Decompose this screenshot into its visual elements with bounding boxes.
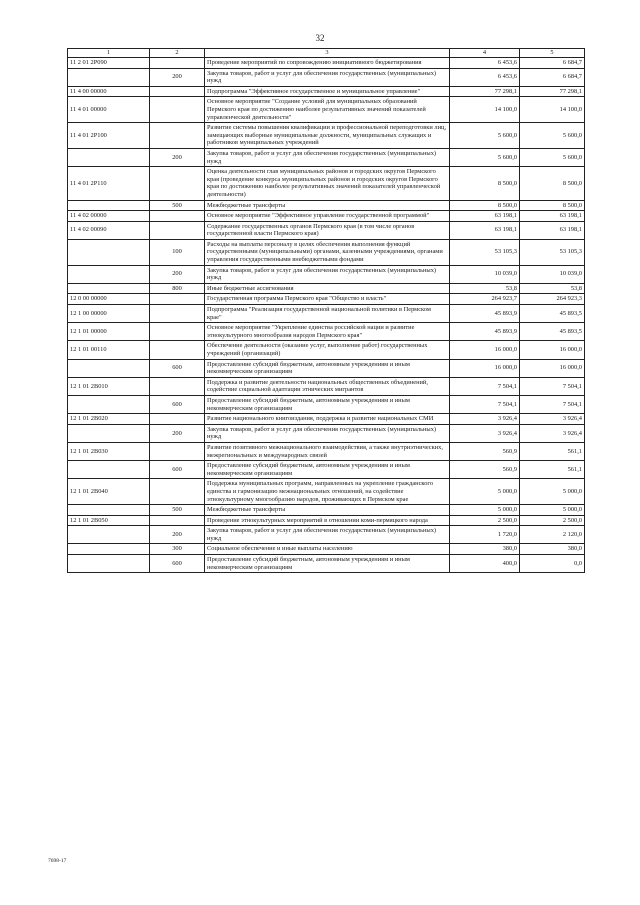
amount-col5-cell: 53,8 [520,283,585,294]
item-name-cell: Проведение мероприятий по сопровождению инициативного бюджетирования [205,58,450,69]
amount-col4-cell: 63 198,1 [450,221,520,239]
expense-type-cell [150,377,205,395]
amount-col4-cell: 5 600,0 [450,148,520,166]
item-name-cell: Развитие позитивного межнационального взаимодействия, а также внутриэтнических, межрегиональных и международных связей [205,442,450,460]
table-row [68,58,585,69]
amount-col5-cell: 3 926,4 [520,414,585,425]
table-row [68,505,585,516]
budget-code-cell [68,239,150,265]
amount-col5-cell: 561,1 [520,461,585,479]
page-number: 32 [315,33,325,43]
expense-type-cell [150,123,205,149]
expense-type-cell: 600 [150,555,205,573]
amount-col4-cell: 6 453,6 [450,58,520,69]
expense-type-cell [150,294,205,305]
expense-type-cell: 200 [150,424,205,442]
amount-col5-cell: 7 504,1 [520,377,585,395]
expense-type-cell [150,221,205,239]
budget-code-cell: 12 1 00 00000 [68,305,150,323]
item-name-cell: Основное мероприятие "Укрепление единства российской нации и развитие этнокультурного многообразия народов Пермского края" [205,323,450,341]
item-name-cell: Иные бюджетные ассигнования [205,283,450,294]
expense-type-cell: 300 [150,544,205,555]
table-row [68,442,585,460]
amount-col4-cell: 16 000,0 [450,359,520,377]
expense-type-cell [150,323,205,341]
item-name-cell: Закупка товаров, работ и услуг для обеспечения государственных (муниципальных) нужд [205,265,450,283]
budget-code-cell: 12 1 01 2В030 [68,442,150,460]
budget-code-cell: 12 1 01 00110 [68,341,150,359]
budget-code-cell [68,424,150,442]
header-cell: 3 [205,49,450,58]
table-row [68,221,585,239]
budget-code-cell: 12 1 01 2В020 [68,414,150,425]
amount-col5-cell: 6 684,7 [520,68,585,86]
amount-col5-cell: 8 500,0 [520,167,585,200]
amount-col5-cell: 16 000,0 [520,359,585,377]
table-row [68,211,585,222]
item-name-cell: Предоставление субсидий бюджетным, автономным учреждениям и иным некоммерческим организациям [205,555,450,573]
table-row [68,97,585,123]
amount-col4-cell: 560,9 [450,461,520,479]
budget-code-cell [68,544,150,555]
table-row [68,123,585,149]
header-cell: 1 [68,49,150,58]
table-row [68,555,585,573]
table-row [68,414,585,425]
amount-col4-cell: 14 100,0 [450,97,520,123]
expense-type-cell [150,442,205,460]
amount-col4-cell: 10 039,0 [450,265,520,283]
expense-type-cell: 500 [150,200,205,211]
amount-col4-cell: 45 893,9 [450,323,520,341]
expense-type-cell: 100 [150,239,205,265]
amount-col5-cell: 0,0 [520,555,585,573]
table-row [68,200,585,211]
item-name-cell: Поддержка муниципальных программ, направленных на укрепление гражданского единства и гармонизацию межнациональных отношений, на содействие этнокультурному многообразию народов, проживающих в Пермском крае [205,479,450,505]
amount-col5-cell: 380,0 [520,544,585,555]
amount-col4-cell: 16 000,0 [450,341,520,359]
expense-type-cell [150,86,205,97]
amount-col4-cell: 5 000,0 [450,479,520,505]
amount-col4-cell: 5 000,0 [450,505,520,516]
expense-type-cell: 200 [150,526,205,544]
amount-col5-cell: 63 198,1 [520,221,585,239]
item-name-cell: Социальное обеспечение и иные выплаты населению [205,544,450,555]
item-name-cell: Предоставление субсидий бюджетным, автономным учреждениям и иным некоммерческим организациям [205,359,450,377]
item-name-cell: Оценка деятельности глав муниципальных районов и городских округов Пермского края (проведение конкурса муниципальных районов и городских округов Пермского края по достижению наиболее результативных значений показателей управленческой деятельности) [205,167,450,200]
table-row [68,265,585,283]
header-cell: 5 [520,49,585,58]
budget-code-cell [68,461,150,479]
budget-code-cell [68,555,150,573]
item-name-cell: Расходы на выплаты персоналу в целях обеспечения выполнения функций государственными (муниципальными) органами, казенными учреждениями, органами управления государственными внебюджетными фондами [205,239,450,265]
header-cell: 4 [450,49,520,58]
amount-col4-cell: 400,0 [450,555,520,573]
amount-col5-cell: 63 198,1 [520,211,585,222]
table-row [68,68,585,86]
item-name-cell: Основное мероприятие "Создание условий для муниципальных образований Пермского края по достижению наиболее результативных значений показателей управленческой деятельности" [205,97,450,123]
document-code: 7698-17 [48,858,67,864]
table-row [68,461,585,479]
expense-type-cell: 200 [150,148,205,166]
item-name-cell: Подпрограмма "Эффективное государственное и муниципальное управление" [205,86,450,97]
amount-col4-cell: 264 923,7 [450,294,520,305]
expense-type-cell: 200 [150,68,205,86]
table-row [68,148,585,166]
expense-type-cell: 200 [150,265,205,283]
amount-col4-cell: 8 500,0 [450,200,520,211]
table-row [68,377,585,395]
amount-col4-cell: 45 893,9 [450,305,520,323]
amount-col4-cell: 380,0 [450,544,520,555]
table-row [68,479,585,505]
header-row [68,49,585,58]
item-name-cell: Закупка товаров, работ и услуг для обеспечения государственных (муниципальных) нужд [205,68,450,86]
amount-col5-cell: 264 923,3 [520,294,585,305]
budget-code-cell: 12 1 01 2В010 [68,377,150,395]
amount-col5-cell: 14 100,0 [520,97,585,123]
item-name-cell: Проведение этнокультурных мероприятий в отношении коми-пермяцкого народа [205,515,450,526]
budget-code-cell: 11 4 01 2P100 [68,123,150,149]
amount-col4-cell: 8 500,0 [450,167,520,200]
item-name-cell: Закупка товаров, работ и услуг для обеспечения государственных (муниципальных) нужд [205,148,450,166]
item-name-cell: Закупка товаров, работ и услуг для обеспечения государственных (муниципальных) нужд [205,424,450,442]
amount-col5-cell: 16 000,0 [520,341,585,359]
header-cell: 2 [150,49,205,58]
amount-col4-cell: 3 926,4 [450,424,520,442]
amount-col4-cell: 1 720,0 [450,526,520,544]
budget-code-cell [68,505,150,516]
item-name-cell: Развитие национального книгоиздания, поддержка и развитие национальных СМИ [205,414,450,425]
expense-type-cell [150,515,205,526]
budget-code-cell: 12 1 01 2В050 [68,515,150,526]
table-row [68,305,585,323]
expense-type-cell: 600 [150,359,205,377]
amount-col4-cell: 7 504,1 [450,377,520,395]
amount-col5-cell: 45 893,5 [520,323,585,341]
expense-type-cell: 500 [150,505,205,516]
amount-col5-cell: 3 926,4 [520,424,585,442]
amount-col4-cell: 2 500,0 [450,515,520,526]
table-row [68,359,585,377]
expense-type-cell: 600 [150,461,205,479]
budget-code-cell: 11 2 01 2P090 [68,58,150,69]
amount-col4-cell: 63 198,1 [450,211,520,222]
amount-col5-cell: 77 298,1 [520,86,585,97]
amount-col4-cell: 53,8 [450,283,520,294]
budget-code-cell [68,148,150,166]
budget-code-cell [68,359,150,377]
table-row [68,323,585,341]
budget-code-cell: 11 4 01 2P110 [68,167,150,200]
amount-col5-cell: 2 120,0 [520,526,585,544]
amount-col4-cell: 77 298,1 [450,86,520,97]
table-row [68,424,585,442]
budget-code-cell: 12 1 01 2В040 [68,479,150,505]
amount-col4-cell: 6 453,6 [450,68,520,86]
amount-col5-cell: 6 684,7 [520,58,585,69]
budget-code-cell: 12 0 00 00000 [68,294,150,305]
table-row [68,86,585,97]
budget-code-cell [68,265,150,283]
table-row [68,167,585,200]
budget-code-cell [68,395,150,413]
table-row [68,283,585,294]
item-name-cell: Поддержка и развитие деятельности национальных общественных объединений, содействие социальной адаптации этнических мигрантов [205,377,450,395]
item-name-cell: Основное мероприятие "Эффективное управление государственной программой" [205,211,450,222]
item-name-cell: Государственная программа Пермского края "Общество и власть" [205,294,450,305]
amount-col4-cell: 7 504,1 [450,395,520,413]
table-row [68,341,585,359]
budget-code-cell: 11 4 01 00000 [68,97,150,123]
budget-code-cell [68,283,150,294]
item-name-cell: Содержание государственных органов Пермского края (в том числе органов государственной власти Пермского края) [205,221,450,239]
item-name-cell: Подпрограмма "Реализация государственной национальной политики в Пермском крае" [205,305,450,323]
table-row [68,395,585,413]
expense-type-cell [150,211,205,222]
table-row [68,239,585,265]
amount-col5-cell: 5 600,0 [520,148,585,166]
amount-col5-cell: 561,1 [520,442,585,460]
budget-code-cell: 11 4 02 00090 [68,221,150,239]
amount-col4-cell: 3 926,4 [450,414,520,425]
budget-code-cell: 12 1 01 00000 [68,323,150,341]
amount-col4-cell: 53 105,3 [450,239,520,265]
amount-col5-cell: 7 504,1 [520,395,585,413]
amount-col5-cell: 5 000,0 [520,505,585,516]
budget-code-cell [68,526,150,544]
item-name-cell: Предоставление субсидий бюджетным, автономным учреждениям и иным некоммерческим организациям [205,395,450,413]
amount-col5-cell: 8 500,0 [520,200,585,211]
amount-col5-cell: 53 105,3 [520,239,585,265]
item-name-cell: Развитие системы повышения квалификации и профессиональной переподготовки лиц, замещающих выборные муниципальные должности, муниципальных служащих и работников муниципальных учреждений [205,123,450,149]
budget-code-cell: 11 4 00 00000 [68,86,150,97]
expense-type-cell [150,58,205,69]
item-name-cell: Закупка товаров, работ и услуг для обеспечения государственных (муниципальных) нужд [205,526,450,544]
budget-code-cell [68,200,150,211]
expense-type-cell: 800 [150,283,205,294]
expense-type-cell [150,414,205,425]
budget-code-cell [68,68,150,86]
amount-col5-cell: 5 600,0 [520,123,585,149]
expense-type-cell: 600 [150,395,205,413]
expense-type-cell [150,341,205,359]
item-name-cell: Межбюджетные трансферты [205,200,450,211]
expense-type-cell [150,167,205,200]
table-row [68,515,585,526]
item-name-cell: Предоставление субсидий бюджетным, автономным учреждениям и иным некоммерческим организациям [205,461,450,479]
budget-code-cell: 11 4 02 00000 [68,211,150,222]
expense-type-cell [150,479,205,505]
amount-col5-cell: 10 039,0 [520,265,585,283]
expense-type-cell [150,97,205,123]
table-row [68,294,585,305]
item-name-cell: Обеспечение деятельности (оказание услуг, выполнение работ) государственных учреждений (организаций) [205,341,450,359]
amount-col4-cell: 5 600,0 [450,123,520,149]
amount-col5-cell: 45 893,5 [520,305,585,323]
budget-table [67,48,585,573]
amount-col5-cell: 5 000,0 [520,479,585,505]
table-row [68,544,585,555]
amount-col4-cell: 560,9 [450,442,520,460]
amount-col5-cell: 2 500,0 [520,515,585,526]
item-name-cell: Межбюджетные трансферты [205,505,450,516]
expense-type-cell [150,305,205,323]
table-row [68,526,585,544]
